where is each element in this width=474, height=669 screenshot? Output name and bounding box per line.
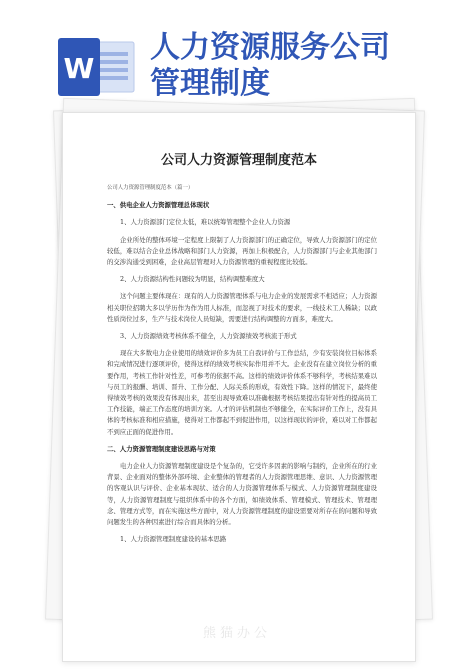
paragraph: 这个问题主要体现在：现有的人力资源管理体系与电力企业的发展需求不相适应；人力资源相关职位招聘大多以学历作为作为用人标准，而忽视了对技术的要求，一线技术工人稀缺；以政性质岗位过多，生产与技术岗位人员短缺，需要进行结构调整的方面多，难度大。 [107,292,377,323]
paragraph: 电力企业人力资源管理制度建设是个复杂的，它受许多因素的影响与制约，企业所在的行业背景、企业面对的整体外部环境、企业整体的管理者的人力资源管理思维、意识、人力资源管理的客观认识与评价、企业基本现状、适合的人力资源管理体系与模式、人力资源管理制度建设等，人力资源管理制度与组织体系中的各个方面，如绩效体系、管理模式、管理技术、管理理念、管理方式等，而在实施这些方面中，对人力资源管理制度的建设需要对所存在的问题和导致问题发生的各种因素进行综合而具体的分析。 [107,462,377,527]
banner-title [150,30,468,102]
document-subtitle: 公司人力资源管理制度范本（篇一） [107,185,194,191]
subheading: 1、人力资源管理制度建设的基本思路 [120,535,227,544]
section-heading: 一、供电企业人力资源管理总体现状 [107,201,210,210]
word-icon-letter: W [63,52,95,85]
paragraph: 现在大多数电力企业使用的绩效评价多为员工自我评价与工作总结，少有安装岗位目标体系和完成情况进行逐项评价，使得这样的绩效考核实际作用并不大。企业没有在建立岗位分析的重要作用，考核工作针对性差，可参考的依据不高。这样的绩效评价体系不够科学，考核结果难以与员工的报酬、培训、晋升、工作分配、人际关系的形成，有效性下降。这样的情况下，最终使得绩效考核的效果没有体现出来，甚至出现导致难以准确根据考核结果提出有针对性的提高员工工作技能，端正工作态度的培训方案。人才的评估机制也不够健全，在实际评价工作上，没有具体的考核标准和相应措施，使得对工作都起不到促进作用，以这样现状的评价，难以对工作都起不到应正面的促进作用。 [107,349,377,436]
word-icon [58,38,138,96]
subheading: 3、人力资源绩效考核体系不健全，人力资源绩效考核流于形式 [120,332,297,341]
document-title: 公司人力资源管理制度范本 [160,153,317,168]
section-heading: 二、人力资源管理制度建设思路与对策 [107,444,216,453]
watermark: 熊猫办公 [202,626,271,641]
paragraph: 企业所处的整体环境一定程度上限制了人力资源部门的正确定位，导致人力资源部门的定位较低，难以结合企业总体战略和部门人力资源，再加上积极配合，人力资源部门与企业其他部门的交涉沟通受到困难，企业高层管理对人力资源管理的重视程度比较低。 [107,235,377,267]
banner [0,0,474,112]
subheading: 2、人力资源结构性问题较为明显，结构调整难度大 [120,275,265,284]
document-page [62,112,416,662]
banner-title-line1: 人力资源服务公司 [150,30,390,65]
subheading: 1、人力资源部门定位太低，难以统筹管理整个企业人力资源 [120,218,291,227]
banner-title-line2: 管理制度 [150,66,270,101]
document-body [107,183,377,551]
